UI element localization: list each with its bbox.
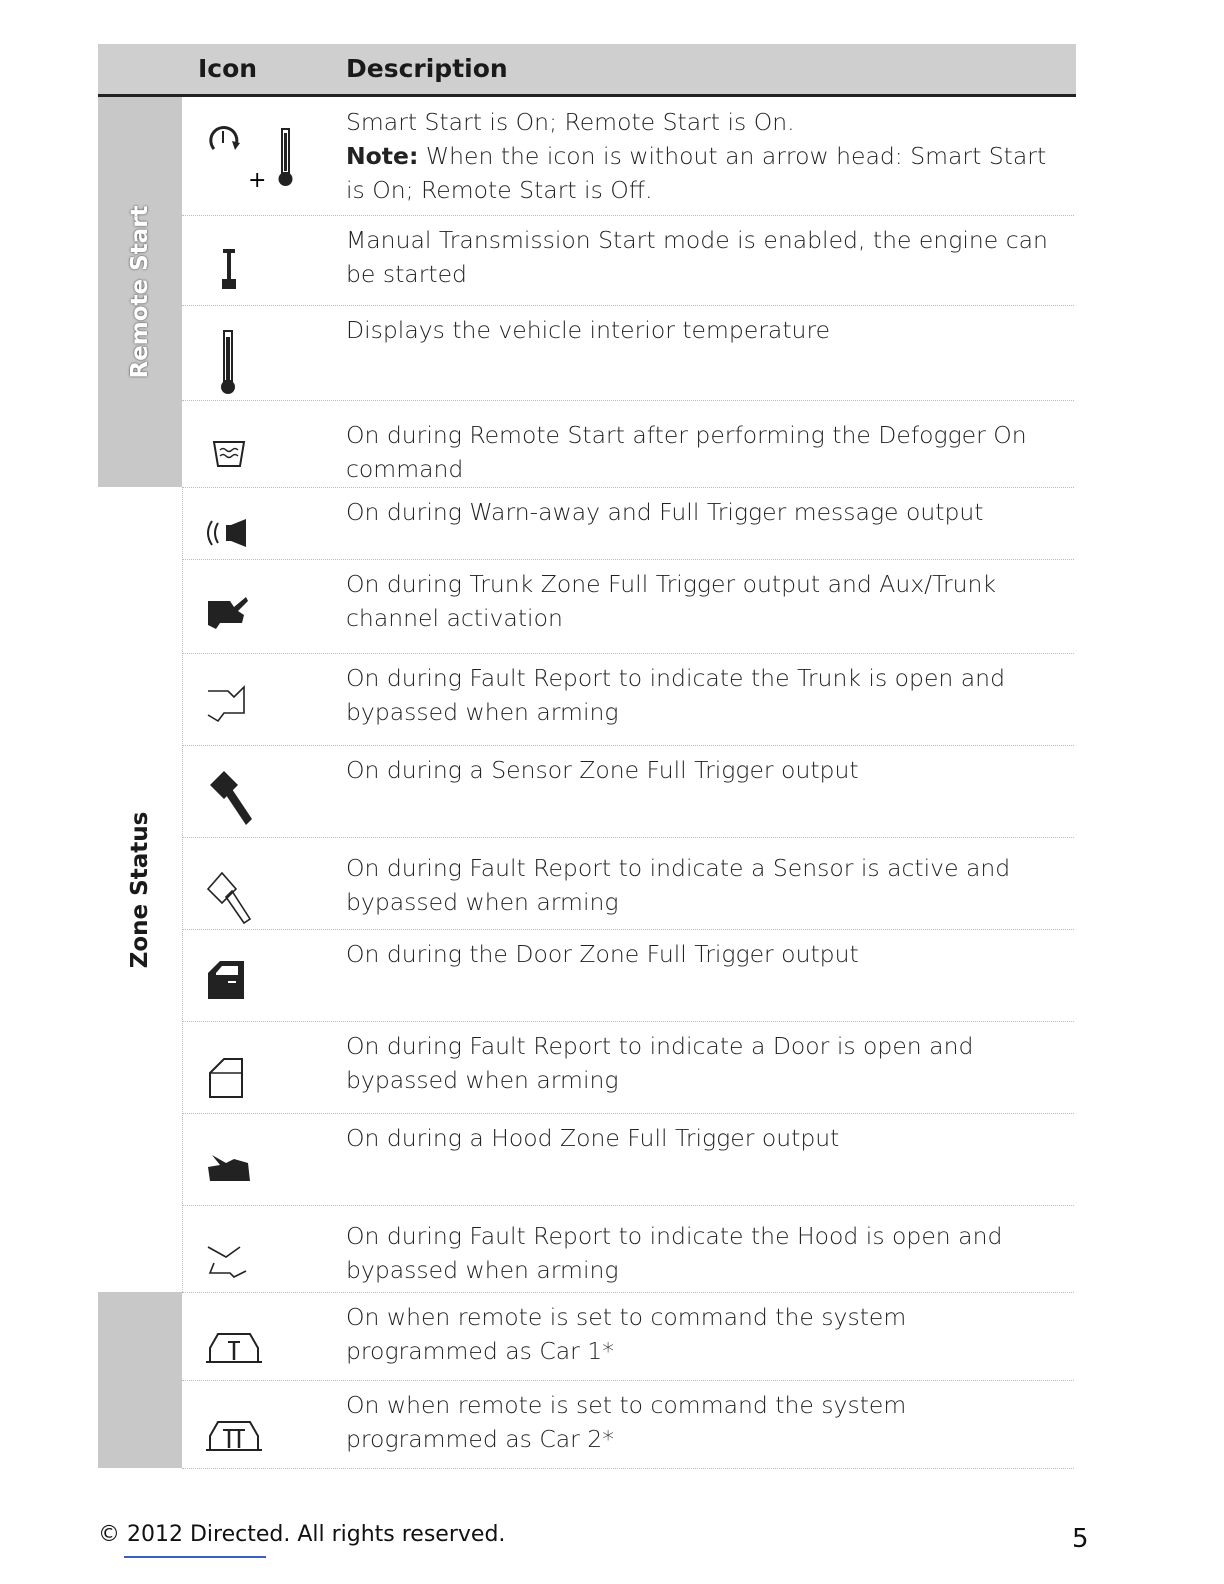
- sensor-bypass-icon: [190, 849, 300, 919]
- row-description: Manual Transmission Start mode is enabled, the engine can be started: [346, 226, 1048, 288]
- row-description: On during Fault Report to indicate a Sensor is active and bypassed when arming: [346, 854, 1011, 916]
- row-description: On when remote is set to command the system programmed as Car 1*: [346, 1303, 907, 1365]
- table-row: [182, 1380, 1074, 1469]
- table-row: [182, 837, 1074, 930]
- table-row: [182, 1205, 1074, 1293]
- row-description: Displays the vehicle interior temperature: [346, 316, 831, 344]
- hood-open-icon: [190, 1217, 300, 1287]
- header-icon-label: Icon: [198, 54, 258, 83]
- svg-text:+: +: [248, 168, 267, 189]
- hood-trigger-icon: [190, 1125, 300, 1195]
- car-select-section: [98, 1292, 182, 1468]
- row-description: On during the Door Zone Full Trigger output: [346, 940, 859, 968]
- row-description: On during Fault Report to indicate the Trunk is open and bypassed when arming: [346, 664, 1005, 726]
- row-description: On when remote is set to command the system programmed as Car 2*: [346, 1391, 907, 1453]
- table-row: [182, 929, 1074, 1022]
- door-trigger-icon: [190, 941, 300, 1011]
- copyright-footer: [98, 1522, 505, 1547]
- table-row: [182, 1021, 1074, 1114]
- row-description: On during Remote Start after performing the Defogger On command: [346, 421, 1027, 483]
- row-description: On during a Sensor Zone Full Trigger output: [346, 756, 859, 784]
- trunk-trigger-icon: [190, 571, 300, 641]
- table-row: [182, 1113, 1074, 1206]
- thermometer-icon: [190, 317, 300, 387]
- footer-underline: [124, 1556, 266, 1558]
- smart-start-thermometer-icon: [190, 109, 300, 189]
- table-row: [182, 745, 1074, 838]
- remote-start-label: Remote Start: [127, 205, 153, 379]
- table-row: [182, 653, 1074, 746]
- sensor-trigger-icon: [190, 757, 300, 827]
- door-open-icon: [190, 1033, 300, 1103]
- row-description: On during Fault Report to indicate the Hood is open and bypassed when arming: [346, 1222, 1003, 1284]
- table-row: [182, 559, 1074, 654]
- row-description: Smart Start is On; Remote Start is On. Note: When the icon is without an arrow head: Smart Start is On; Remote Start is Off.: [346, 108, 1047, 204]
- zone-status-section: [98, 487, 183, 1292]
- row-description: On during a Hood Zone Full Trigger output: [346, 1124, 840, 1152]
- manual-transmission-icon: [190, 227, 300, 297]
- table-row: [182, 400, 1074, 488]
- trunk-open-icon: [190, 665, 300, 735]
- defogger-icon: [190, 412, 300, 482]
- header-description-label: Description: [346, 54, 508, 83]
- row-description: On during Fault Report to indicate a Door is open and bypassed when arming: [346, 1032, 974, 1094]
- table-row: [182, 97, 1074, 216]
- table-row: [182, 1292, 1074, 1381]
- table-row: [182, 215, 1074, 306]
- car-1-icon: [190, 1304, 300, 1374]
- copyright-text: © 2012 Directed. All rights reserved.: [98, 1522, 506, 1547]
- table-row: [182, 305, 1074, 401]
- page-number: 5: [1072, 1524, 1089, 1554]
- zone-status-label: Zone Status: [127, 811, 153, 968]
- row-description: On during Trunk Zone Full Trigger output and Aux/Trunk channel activation: [346, 570, 997, 632]
- remote-start-section: [98, 97, 182, 487]
- row-description: On during Warn-away and Full Trigger message output: [346, 498, 984, 526]
- table-row: [182, 487, 1074, 560]
- car-2-icon: [190, 1392, 300, 1462]
- table-header: [98, 44, 1076, 97]
